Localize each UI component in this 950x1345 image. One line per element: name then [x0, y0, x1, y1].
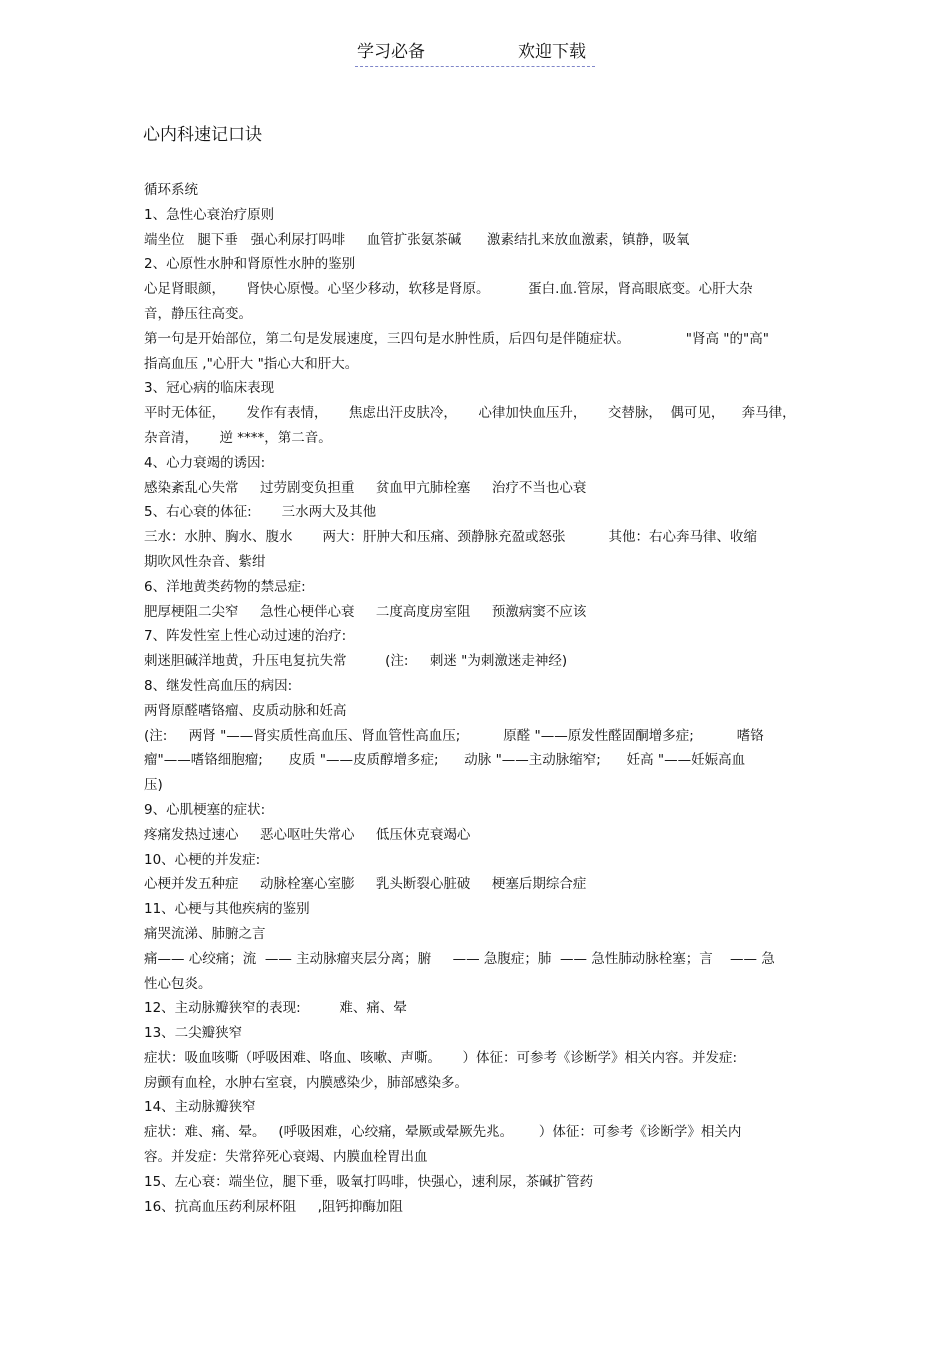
header-left-text: 学习必备	[357, 42, 425, 62]
text-line: 13、二尖瓣狭窄	[144, 1025, 243, 1042]
text-line: 感染紊乱心失常 过劳剧变负担重 贫血甲亢肺栓塞 治疗不当也心衰	[144, 479, 587, 496]
text-line: 症状：吸血咳嘶（呼吸困难、咯血、咳嗽、声嘶。 ）体征：可参考《诊断学》相关内容。并发症:	[144, 1049, 738, 1066]
text-line: 痛—— 心绞痛；流 —— 主动脉瘤夹层分离；腑 —— 急腹症；肺 —— 急性肺动脉栓塞；言 —— 急	[144, 950, 775, 967]
text-line: 刺迷胆碱洋地黄，升压电复抗失常 (注: 刺迷 "为刺激迷走神经)	[144, 653, 568, 670]
text-line: 三水：水肿、胸水、腹水 两大：肝肿大和压痛、颈静脉充盈或怒张 其他：右心奔马律、收缩	[144, 529, 757, 546]
text-line: 第一句是开始部位，第二句是发展速度，三四句是水肿性质，后四句是伴随症状。 "肾高 "的"高"	[144, 330, 769, 347]
text-line: 循环系统	[144, 182, 198, 198]
text-line: 心足肾眼颜， 肾快心原慢。心坚少移动，软移是肾原。 蛋白.血.管尿，肾高眼底变。心肝大杂	[144, 281, 753, 298]
text-line: 杂音清， 逆 ****，第二音。	[144, 429, 332, 446]
text-line: (注: 两肾 "——肾实质性高血压、肾血管性高血压; 原醛 "——原发性醛固酮增多症; 嗜铬	[144, 727, 764, 744]
text-line: 性心包炎。	[144, 975, 212, 992]
text-line: 16、抗高血压药利尿杯阻 ,阻钙抑酶加阻	[144, 1198, 403, 1215]
page-header	[355, 40, 595, 67]
text-line: 疼痛发热过速心 恶心呕吐失常心 低压休克衰竭心	[144, 826, 471, 843]
text-line: 痛哭流涕、肺腑之言	[144, 925, 266, 942]
text-line: 平时无体征， 发作有表情， 焦虑出汗皮肤冷， 心律加快血压升， 交替脉， 偶可见， 奔马律，	[144, 405, 796, 422]
text-line: 症状：难、痛、晕。 (呼吸困难，心绞痛，晕厥或晕厥先兆。 ）体征：可参考《诊断学》相关内	[144, 1124, 742, 1141]
text-line: 8、继发性高血压的病因:	[144, 677, 293, 694]
text-line: 3、冠心病的临床表现	[144, 380, 275, 397]
text-line: 11、心梗与其他疾病的鉴别	[144, 901, 310, 918]
text-line: 6、洋地黄类药物的禁忌症:	[144, 578, 306, 595]
text-line: 12、主动脉瓣狭窄的表现: 难、痛、晕	[144, 1000, 407, 1017]
text-line: 指高血压 ,"心肝大 "指心大和肝大。	[144, 355, 359, 372]
text-line: 端坐位 腿下垂 强心利尿打吗啡 血管扩张氨茶碱 激素结扎来放血激素，镇静，吸氧	[144, 231, 690, 248]
text-line: 瘤"——嗜铬细胞瘤; 皮质 "——皮质醇增多症; 动脉 "——主动脉缩窄; 妊高 "——妊娠高血	[144, 752, 746, 769]
text-line: 房颤有血栓，水肿右室衰，内膜感染少，肺部感染多。	[144, 1074, 468, 1091]
text-line: 音，静压往高变。	[144, 305, 252, 322]
text-line: 15、左心衰：端坐位，腿下垂，吸氧打吗啡，快强心，速利尿，茶碱扩管药	[144, 1173, 594, 1190]
text-line: 1、急性心衰治疗原则	[144, 206, 275, 223]
text-line: 5、右心衰的体征: 三水两大及其他	[144, 504, 377, 521]
text-line: 容。并发症：失常猝死心衰竭、内膜血栓胃出血	[144, 1149, 428, 1166]
text-line: 期吹风性杂音、紫绀	[144, 553, 266, 570]
text-line: 肥厚梗阻二尖窄 急性心梗伴心衰 二度高度房室阻 预激病窦不应该	[144, 603, 587, 620]
text-line: 2、心原性水肿和肾原性水肿的鉴别	[144, 256, 356, 273]
text-line: 10、心梗的并发症:	[144, 851, 261, 868]
text-line: 4、心力衰竭的诱因:	[144, 454, 266, 471]
text-line: 7、阵发性室上性心动过速的治疗:	[144, 628, 347, 645]
document-title: 心内科速记口诀	[143, 125, 262, 145]
text-line: 9、心肌梗塞的症状:	[144, 801, 266, 818]
text-line: 压)	[144, 777, 163, 794]
document-body	[144, 178, 844, 1219]
text-line: 两肾原醛嗜铬瘤、皮质动脉和妊高	[144, 702, 347, 719]
header-right-text: 欢迎下载	[518, 42, 586, 62]
text-line: 14、主动脉瓣狭窄	[144, 1099, 256, 1116]
text-line: 心梗并发五种症 动脉栓塞心室膨 乳头断裂心脏破 梗塞后期综合症	[144, 876, 587, 893]
